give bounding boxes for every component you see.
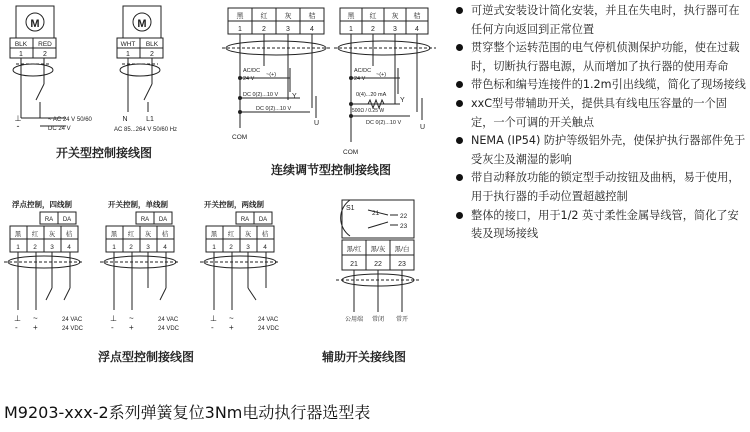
motor-label: M [137,18,147,30]
minus-symbol: - [16,121,20,131]
floating-diagram-3 [200,212,280,310]
pin-number: 3 [146,244,150,251]
ra-label: RA [240,217,250,223]
pin-number: 22 [374,261,382,268]
acdc-label: AC/DC [354,68,372,74]
plus-label: ~(+) [376,72,387,78]
floating-title: 开关控制，两线制 [204,200,264,209]
contact-label: 22 [400,213,408,220]
minus-symbol: - [111,323,114,332]
bullet-icon [456,137,463,144]
feature-item [455,76,747,95]
feature-item [455,39,747,76]
bullet-icon [456,100,463,107]
pin-number: 1 [16,244,20,251]
pin-number: 1 [112,244,116,251]
wire-color: 红 [369,13,377,20]
pin-number: 3 [50,244,54,251]
pin-number: 4 [163,244,167,251]
da-label: DA [258,217,268,223]
wire-color: 红 [31,231,39,238]
pin-number: 23 [398,261,406,268]
floating-title: 开关控制，单线制 [108,200,168,209]
com-label: COM [343,149,359,156]
ac-symbol: ~ [129,314,134,323]
wire-color: BLK [145,41,159,48]
bullet-icon [456,7,463,14]
volt-label: 24 V [243,76,255,82]
wire-color: 红 [260,13,268,20]
wire-color: 红 [127,231,135,238]
y-label: Y [400,97,405,104]
wire-color: BLK [14,41,28,48]
wire-color: 黑 [210,231,218,238]
bullet-icon [456,44,463,51]
feature-item [455,95,747,132]
wire-color: 桔 [65,231,73,238]
ground-symbol: ⊥ [14,314,21,323]
wire-color: 灰 [48,231,56,238]
wire-color: 灰 [144,231,152,238]
feature-item [455,132,747,169]
terminal-label: 常开 [395,317,409,323]
wire-color: 灰 [391,13,399,20]
vdc-label: 24 VDC [158,326,180,332]
wire-color: 桔 [308,13,316,20]
plus-symbol: + [129,323,134,332]
wire-color: 黑/红 [346,246,362,253]
feature-text: xxC型号带辅助开关，提供具有线电压容量的一个固定，一个可调的开关触点 [471,96,727,129]
feature-text: 整体的接口，用于1/2 英寸柔性金属导线管，简化了安装及现场接线 [471,208,739,241]
supply-ac: ~ AC 24 V 50/60 [48,117,92,123]
selection-table-title: M9203-xxx-2系列弹簧复位3Nm电动执行器选型表 [4,403,371,422]
caption-continuous: 连续调节型控制接线图 [271,163,392,177]
ground-symbol: ⊥ [14,114,22,123]
com-label: COM [232,134,248,141]
ground-symbol: ⊥ [210,314,217,323]
supply-ac: AC 85...264 V 50/60 Hz [114,127,178,133]
ra-label: RA [140,217,150,223]
ma-label: 0(4)...20 mA [356,92,387,98]
pin-number: 21 [350,261,358,268]
pin-number: 1 [126,51,130,58]
line-label: L1 [146,116,154,123]
vdc-label: 24 VDC [62,326,84,332]
pin-number: 1 [238,26,242,33]
wire-color: 红 [227,231,235,238]
s1-label: S1 [346,205,355,212]
plus-label: ~(+) [266,72,277,78]
vac-label: 24 VAC [62,317,83,323]
floating-diagram-1 [4,212,84,310]
pin-number: 2 [229,244,233,251]
pin-number: 2 [33,244,37,251]
output-label: DC 0(2)...10 V [366,120,402,126]
ra-label: RA [44,217,54,223]
u-label: U [420,124,426,131]
volt-label: 24 V [354,76,366,82]
acdc-label: AC/DC [243,68,261,74]
minus-symbol: - [15,323,18,332]
wire-color: 黑 [236,13,244,20]
wire-color: 桔 [413,13,421,20]
caption-aux: 辅助开关接线图 [322,350,407,364]
wire-color: WHT [120,41,136,48]
contact-label: 23 [400,223,408,230]
plus-symbol: + [229,323,234,332]
ground-symbol: ⊥ [110,314,117,323]
pin-number: 4 [263,244,267,251]
wire-color: 黑 [347,13,355,20]
supply-dc: DC 24 V [48,126,71,132]
motor-label: M [30,18,40,30]
feature-text: 贯穿整个运转范围的电气停机侦测保护功能，使在过载时，切断执行器电源，从而增加了执行器的使用寿命 [471,41,740,73]
y-label: Y [292,93,297,100]
feature-list [455,2,747,244]
feature-item [455,169,747,206]
contact-label: 21 [372,210,380,217]
ac-symbol: ~ [33,314,38,323]
ac-symbol: ~ [229,314,234,323]
pin-number: 4 [415,26,419,33]
pin-number: 4 [67,244,71,251]
feature-text: 带色标和编号连接件的1.2m引出线缆，简化了现场接线 [471,78,746,92]
wire-color: 灰 [284,13,292,20]
pin-number: 2 [129,244,133,251]
wire-color: 黑 [110,231,118,238]
da-label: DA [62,217,72,223]
pin-number: 3 [393,26,397,33]
feature-text: 可逆式安装设计简化安装，并且在失电时，执行器可在任何方向返回到正常位置 [471,4,740,36]
wire-color: 桔 [161,231,169,238]
output-label: DC 0(2)...10 V [256,106,292,112]
bullet-icon [456,212,463,219]
floating-diagram-2 [100,212,180,310]
feature-item [455,207,747,244]
feature-text: NEMA (IP54) 防护等级铝外壳，使保护执行器部件免于受灰尘及潮湿的影响 [471,134,746,166]
caption-switch: 开关型控制接线图 [56,146,153,160]
pin-number: 1 [349,26,353,33]
minus-symbol: - [211,323,214,332]
wire-color: 灰 [244,231,252,238]
vdc-label: 24 VDC [258,326,280,332]
wire-color: 黑/灰 [370,246,386,253]
bullet-icon [456,81,463,88]
u-label: U [314,120,320,127]
wire-color: RED [38,41,52,48]
vac-label: 24 VAC [158,317,179,323]
pin-number: 4 [310,26,314,33]
input-label: DC 0(2)...10 V [243,92,279,98]
feature-text: 带自动释放功能的锁定型手动按钮及曲柄，易于使用，用于执行器的手动位置超越控制 [471,171,740,203]
pin-number: 2 [371,26,375,33]
pin-number: 1 [212,244,216,251]
pin-number: 2 [262,26,266,33]
pin-number: 1 [19,51,23,58]
feature-item [455,2,747,39]
terminal-label: 常闭 [371,317,385,323]
wire-color: 黑 [14,231,22,238]
wire-color: 黑/白 [394,246,410,253]
bullet-icon [456,174,463,181]
vac-label: 24 VAC [258,317,279,323]
neutral-label: N [122,116,128,123]
floating-title: 浮点控制，四线制 [12,200,72,209]
pin-number: 3 [286,26,290,33]
pin-number: 2 [43,51,47,58]
plus-symbol: + [33,323,38,332]
pin-number: 3 [246,244,250,251]
terminal-label: 公用端 [344,317,364,323]
wire-color: 桔 [261,231,269,238]
resistor-label: 500Ω / 0.25 W [352,108,385,114]
da-label: DA [158,217,168,223]
caption-floating: 浮点型控制接线图 [98,350,195,364]
pin-number: 2 [150,51,154,58]
